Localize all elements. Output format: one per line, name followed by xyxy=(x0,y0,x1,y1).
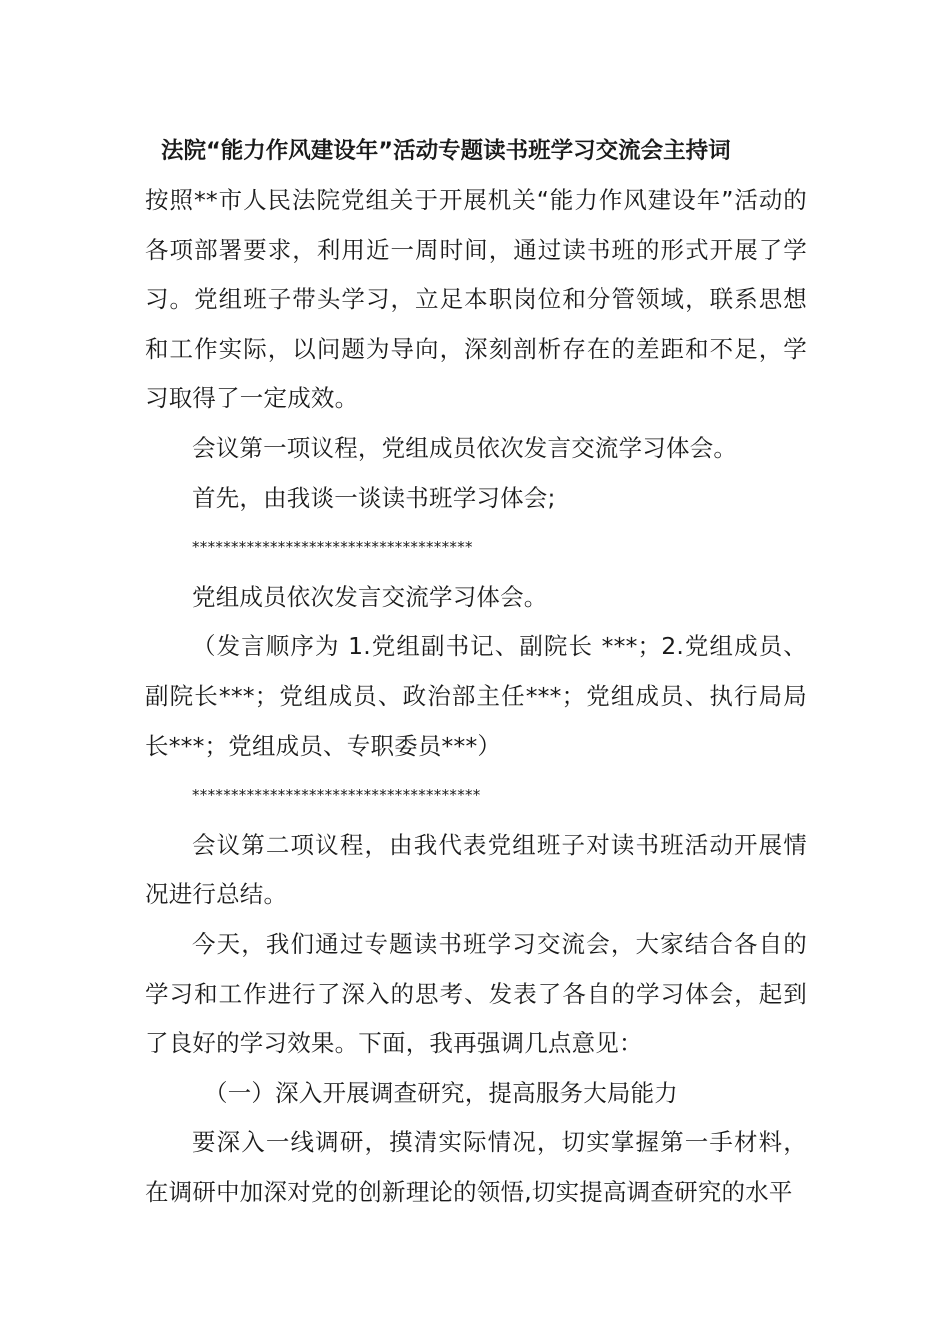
summary-paragraph: 今天，我们通过专题读书班学习交流会，大家结合各自的学习和工作进行了深入的思考、发表了各自的学习体会，起到了良好的学习效果。下面，我再强调几点意见： xyxy=(145,929,807,1058)
document-page xyxy=(145,126,807,1217)
agenda-item-two: 会议第二项议程，由我代表党组班子对读书班活动开展情况进行总结。 xyxy=(145,830,807,909)
research-paragraph: 要深入一线调研，摸清实际情况，切实掌握第一手材料，在调研中加深对党的创新理论的领悟,切实提高调查研究的水平 xyxy=(145,1128,807,1206)
separator-stars-2: ************************************* xyxy=(192,786,481,805)
intro-paragraph: 按照**市人民法院党组关于开展机关“能力作风建设年”活动的各项部署要求，利用近一周时间，通过读书班的形式开展了学习。党组班子带头学习，立足本职岗位和分管领域，联系思想和工作实际，以问题为导向，深刻剖析存在的差距和不足，学习取得了一定成效。 xyxy=(145,186,807,413)
members-speak-line: 党组成员依次发言交流学习体会。 xyxy=(192,582,548,611)
speaking-order-paragraph: （发言顺序为 1.党组副书记、副院长 ***；2.党组成员、副院长***；党组成员、政治部主任***；党组成员、执行局局长***；党组成员、专职委员***） xyxy=(145,632,807,760)
agenda-item-one: 会议第一项议程，党组成员依次发言交流学习体会。 xyxy=(192,433,738,462)
document-title: 法院“能力作风建设年”活动专题读书班学习交流会主持词 xyxy=(161,138,731,164)
section-heading-one: （一）深入开展调查研究，提高服务大局能力 xyxy=(204,1078,678,1107)
first-speaker-line: 首先，由我谈一谈读书班学习体会; xyxy=(192,483,556,512)
separator-stars-1: ************************************ xyxy=(192,538,473,557)
